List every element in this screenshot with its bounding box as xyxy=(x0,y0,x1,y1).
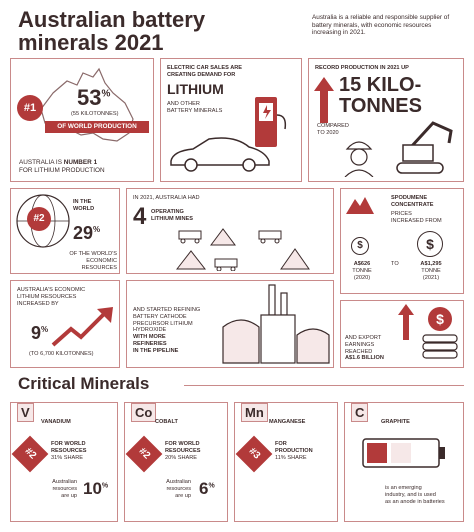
percent-sign: % xyxy=(41,325,49,334)
stat-line-1: FOR WORLD xyxy=(165,441,200,447)
big-line-2: TONNES xyxy=(339,95,422,117)
resources-desc xyxy=(51,251,117,271)
share: 11% SHARE xyxy=(275,454,307,461)
line-2: EARNINGS xyxy=(345,341,375,348)
desc-line-2: ECONOMIC RESOURCES xyxy=(81,257,117,271)
mineral-name: MANGANESE xyxy=(269,419,306,425)
mineral-increase xyxy=(199,479,215,499)
year-2020: (2020) xyxy=(353,274,371,281)
battery-icon xyxy=(361,435,447,471)
rank-badge: #1 xyxy=(17,95,43,121)
note-line-3: as an anode in batteries xyxy=(385,498,445,505)
increase-sign: % xyxy=(101,482,109,490)
mines-number: 4 xyxy=(133,203,147,230)
stat-line-1: FOR xyxy=(275,441,287,447)
percent-value: 29 xyxy=(73,223,94,243)
lithium-big-text: LITHIUM xyxy=(167,81,224,97)
increase-percent xyxy=(31,323,48,344)
export-panel xyxy=(340,300,464,368)
percent-value: 53 xyxy=(77,85,102,110)
car-line-1: ELECTRIC CAR SALES ARE xyxy=(167,65,243,71)
note-line-2: resources xyxy=(52,485,77,492)
share: 20% SHARE xyxy=(165,454,198,461)
line-2: BATTERY CATHODE xyxy=(133,313,187,320)
share: 31% SHARE xyxy=(51,454,84,461)
export-arrow-icon xyxy=(397,303,415,341)
mines-intro: IN 2021, AUSTRALIA HAD xyxy=(133,195,200,201)
production-kilotonnes: (55 KILOTONNES) xyxy=(71,111,119,117)
note-line-3: are up xyxy=(175,492,191,499)
sub-line-1: AND OTHER xyxy=(167,101,200,107)
footer-bold: NUMBER 1 xyxy=(63,159,98,166)
critical-minerals-heading: Critical Minerals xyxy=(18,374,150,393)
record-heading: RECORD PRODUCTION IN 2021 UP xyxy=(315,65,409,71)
production-percent xyxy=(77,85,110,111)
resources-percent xyxy=(73,223,100,244)
compared-line-1: COMPARED xyxy=(317,123,349,129)
price-2021 xyxy=(411,261,451,281)
rank-badge: #2 xyxy=(27,207,51,231)
mineral-stat xyxy=(165,441,200,461)
note-line-1: Australian xyxy=(52,479,77,485)
title-line-2: minerals 2021 xyxy=(18,30,164,55)
in-the-world xyxy=(73,199,94,213)
unit-2020: TONNE xyxy=(352,267,372,274)
mineral-increase xyxy=(83,479,108,499)
record-production-panel xyxy=(308,58,464,182)
desc-line-1: OF THE WORLD'S xyxy=(69,251,117,257)
percent-sign: % xyxy=(101,88,111,100)
note-line-3: are up xyxy=(61,492,77,499)
price-2020 xyxy=(347,261,377,281)
car-line-2: CREATING DEMAND FOR xyxy=(167,71,236,78)
mines-label xyxy=(151,209,193,223)
refineries-panel xyxy=(126,280,334,368)
spodumene-panel xyxy=(340,188,464,294)
other-minerals-text xyxy=(167,101,222,115)
mountain-icon xyxy=(345,195,375,215)
percent-sign: % xyxy=(93,225,101,234)
mineral-card-manganese xyxy=(234,402,338,522)
money-bag-large-icon: $ xyxy=(417,231,443,257)
coin-stack-icon xyxy=(419,305,461,365)
mineral-note xyxy=(37,479,77,499)
intro-text: Australia is a reliable and responsible supplier of battery minerals, with economic resources increasing in 2021. xyxy=(312,14,450,37)
increase-value: 10 xyxy=(83,479,102,498)
mineral-symbol: Mn xyxy=(241,403,268,422)
line-5: WITH MORE xyxy=(133,334,166,341)
electric-car-panel xyxy=(160,58,302,182)
mineral-card-cobalt xyxy=(124,402,228,522)
line-3: REACHED xyxy=(345,348,373,355)
increase-sign: % xyxy=(208,482,215,490)
spodumene-desc xyxy=(391,211,442,225)
electric-car-icon xyxy=(165,131,275,175)
truck-mountains-icon xyxy=(171,227,331,271)
heading-divider xyxy=(184,385,464,386)
world-production-ribbon: OF WORLD PRODUCTION xyxy=(45,121,149,133)
miner-icon xyxy=(343,133,375,177)
line-1: AND EXPORT xyxy=(345,335,382,341)
mineral-card-vanadium xyxy=(10,402,118,522)
mineral-symbol: Co xyxy=(131,403,156,422)
unit-2021: TONNE xyxy=(421,267,441,274)
refining-text xyxy=(133,307,200,355)
excavator-icon xyxy=(391,117,461,179)
desc-line-1: PRICES xyxy=(391,211,412,217)
mineral-note xyxy=(151,479,191,499)
desc-line-1: AUSTRALIA'S ECONOMIC xyxy=(17,287,86,293)
price-to: TO xyxy=(391,261,399,267)
mines-label-1: OPERATING xyxy=(151,209,184,215)
export-value: A$1.6 BILLION xyxy=(345,355,384,362)
note-line-2: industry, and is used xyxy=(385,491,436,498)
stat-line-2: RESOURCES xyxy=(51,447,87,454)
refinery-icon xyxy=(221,283,331,367)
title-line-2: CONCENTRATE xyxy=(391,201,434,208)
export-text xyxy=(345,335,384,362)
line-6: REFINERIES xyxy=(133,340,167,347)
big-line-1: 15 KILO- xyxy=(339,74,422,96)
price-2020-value: A$626 xyxy=(353,261,371,267)
resources-increase-panel xyxy=(10,280,120,368)
mineral-symbol: C xyxy=(351,403,368,422)
rank-badge: #2 xyxy=(12,436,49,473)
line-3: PRECURSOR LITHIUM xyxy=(133,320,193,327)
car-sales-text xyxy=(167,65,242,79)
svg-text:$: $ xyxy=(436,311,444,327)
mineral-name: GRAPHITE xyxy=(381,419,410,425)
mineral-symbol: V xyxy=(17,403,34,422)
increase-kilotonnes: (TO 6,700 KILOTONNES) xyxy=(29,351,94,357)
in-the: IN THE xyxy=(73,199,92,205)
mineral-name: COBALT xyxy=(155,419,178,425)
lithium-production-panel xyxy=(10,58,154,182)
rank-badge: #2 xyxy=(126,436,163,473)
up-arrow-icon xyxy=(313,75,335,125)
note-line-1: is an emerging xyxy=(385,485,422,491)
line-1: AND STARTED REFINING xyxy=(133,307,201,313)
page-title xyxy=(18,8,205,54)
mineral-stat xyxy=(51,441,86,461)
stat-line-2: RESOURCES xyxy=(165,447,201,454)
mines-label-2: LITHIUM MINES xyxy=(151,215,193,222)
increase-value: 6 xyxy=(199,479,209,498)
spodumene-title xyxy=(391,195,433,209)
world: WORLD xyxy=(73,205,95,212)
note-line-1: Australian xyxy=(166,479,191,485)
desc-line-3: INCREASED BY xyxy=(17,300,59,307)
mineral-note xyxy=(385,485,445,505)
mineral-name: VANADIUM xyxy=(41,419,71,425)
world-resources-panel xyxy=(10,188,120,274)
mineral-card-graphite xyxy=(344,402,464,522)
number-one-text xyxy=(19,159,149,174)
stat-line-1: FOR WORLD xyxy=(51,441,86,447)
money-bag-small-icon: $ xyxy=(351,237,369,255)
percent-value: 9 xyxy=(31,323,42,343)
title-line-1: Australian battery xyxy=(18,7,206,32)
mineral-stat xyxy=(275,441,313,461)
trend-arrow-icon xyxy=(51,305,117,349)
footer-pre: AUSTRALIA IS xyxy=(19,159,64,166)
price-2021-value: A$1,295 xyxy=(420,261,442,267)
desc-line-2: INCREASED FROM xyxy=(391,217,442,224)
line-7: IN THE PIPELINE xyxy=(133,347,179,354)
lithium-mines-panel xyxy=(126,188,334,274)
stat-line-2: PRODUCTION xyxy=(275,447,313,454)
rank-badge: #3 xyxy=(236,436,273,473)
year-2021: (2021) xyxy=(422,274,440,281)
footer-post: FOR LITHIUM PRODUCTION xyxy=(19,166,105,174)
record-big-text xyxy=(339,75,422,117)
title-line-1: SPODUMENE xyxy=(391,195,428,201)
note-line-2: resources xyxy=(166,485,191,492)
desc-line-2: LITHIUM RESOURCES xyxy=(17,293,77,300)
line-4: HYDROXIDE xyxy=(133,327,167,334)
compared-line-2: TO 2020 xyxy=(317,129,339,136)
sub-line-2: BATTERY MINERALS xyxy=(167,107,223,114)
